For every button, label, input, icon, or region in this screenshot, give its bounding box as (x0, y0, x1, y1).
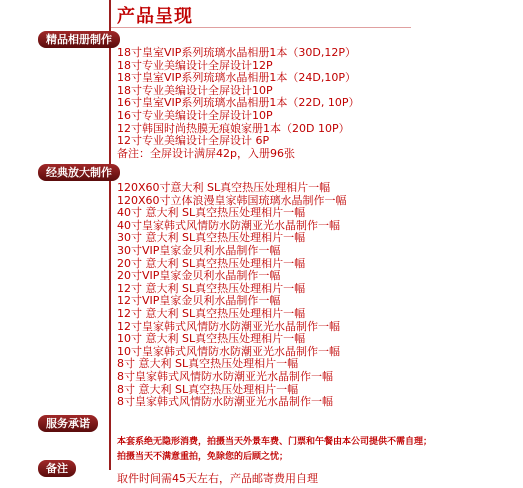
section-tag-enlargement: 经典放大制作 (38, 164, 120, 181)
service-note-2: 拍摄当天不满意重拍，免除您的后顾之忧； (117, 452, 289, 462)
page-title: 产品呈现 (117, 6, 193, 27)
enlargement-item-list (117, 182, 347, 409)
list-item: 40寸皇家韩式风情防水防潮亚光水晶制作一幅 (117, 218, 340, 232)
list-item: 20寸 意大利 SL真空热压处理相片一幅 (117, 256, 306, 270)
section-tag-service: 服务承诺 (38, 415, 98, 432)
list-item: 30寸VIP皇家金贝利水晶制作一幅 (117, 243, 281, 257)
list-item: 备注：全屏设计满屏42p，入册96张 (117, 146, 295, 160)
list-item: 12寸皇家韩式风情防水防潮亚光水晶制作一幅 (117, 319, 340, 333)
section-tag-remark: 备注 (38, 460, 76, 477)
list-item: 120X60寸立体浪漫皇家韩国琉璃水晶制作一幅 (117, 193, 347, 207)
list-item: 12寸 意大利 SL真空热压处理相片一幅 (117, 306, 306, 320)
section-tag-album: 精品相册制作 (38, 31, 120, 48)
list-item: 18寸皇室VIP系列琉璃水晶相册1本（30D,12P） (117, 46, 356, 59)
list-item: 12寸专业美编设计全屏设计 6P (117, 134, 270, 148)
service-note-1: 本套系绝无隐形消费，拍摄当天外景车费、门票和午餐由本公司提供不需自理； (117, 437, 433, 447)
list-item: 30寸 意大利 SL真空热压处理相片一幅 (117, 231, 306, 245)
list-item: 18寸专业美编设计全屏设计12P (117, 58, 273, 72)
list-item: 16寸皇室VIP系列琉璃水晶相册1本（22D, 10P） (117, 96, 360, 110)
list-item: 18寸专业美编设计全屏设计10P (117, 83, 273, 97)
title-underline (111, 27, 411, 28)
list-item: 8寸 意大利 SL真空热压处理相片一幅 (117, 382, 299, 396)
list-item: 16寸专业美编设计全屏设计10P (117, 108, 273, 122)
list-item: 8寸皇家韩式风情防水防潮亚光水晶制作一幅 (117, 369, 333, 383)
list-item: 12寸VIP皇家金贝利水晶制作一幅 (117, 294, 281, 308)
remark-text: 取件时间需45天左右，产品邮寄费用自理 (117, 472, 318, 485)
list-item: 10寸 意大利 SL真空热压处理相片一幅 (117, 332, 306, 346)
vertical-divider (109, 0, 111, 470)
album-item-list (117, 47, 360, 160)
list-item: 40寸 意大利 SL真空热压处理相片一幅 (117, 206, 306, 220)
list-item: 12寸 意大利 SL真空热压处理相片一幅 (117, 281, 306, 295)
list-item: 8寸 意大利 SL真空热压处理相片一幅 (117, 357, 299, 371)
list-item: 18寸皇室VIP系列琉璃水晶相册1本（24D,10P） (117, 71, 356, 85)
list-item: 10寸皇家韩式风情防水防潮亚光水晶制作一幅 (117, 344, 340, 358)
list-item: 20寸VIP皇家金贝利水晶制作一幅 (117, 269, 281, 283)
list-item: 8寸皇家韩式风情防水防潮亚光水晶制作一幅 (117, 395, 333, 409)
list-item: 12寸韩国时尚热膜无痕娘家册1本（20D 10P） (117, 121, 350, 135)
list-item: 120X60寸意大利 SL真空热压处理相片一幅 (117, 181, 331, 194)
